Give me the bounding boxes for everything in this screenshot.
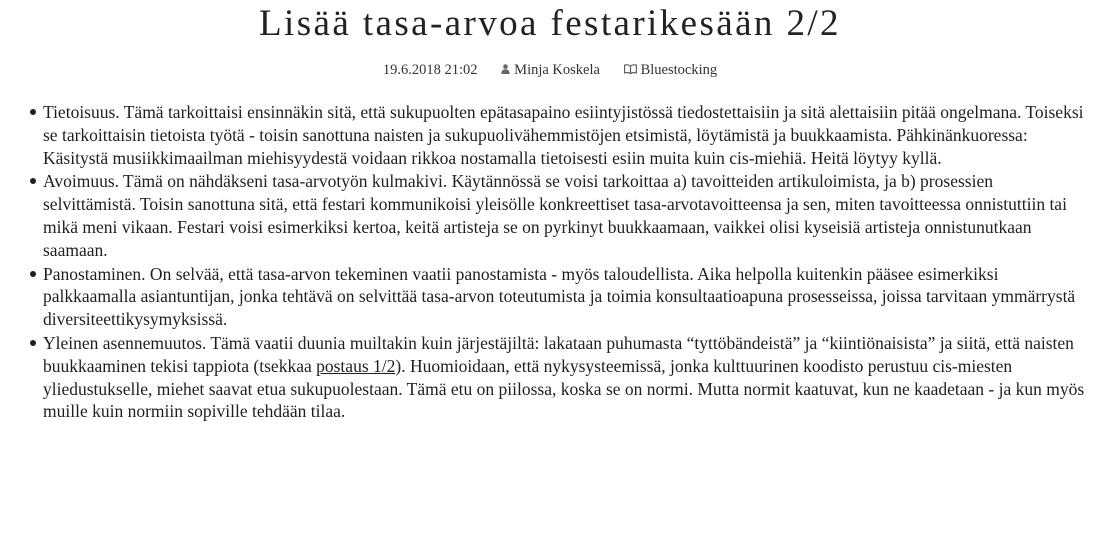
bullet-icon: [30, 178, 36, 184]
person-icon: [501, 60, 510, 80]
publish-date: 19.6.2018 21:02: [382, 62, 478, 78]
author-name[interactable]: Minja Koskela: [514, 62, 600, 78]
list-item: [30, 101, 1090, 169]
bullet-text: Panostaminen. On selvää, että tasa-arvon tekeminen vaatii panostamista - myös taloudellista. Aika helpolla kuitenkin pääsee esimerkiksi palkkaamalla asiantuntijan, jonka tehtävä on selvittää tasa-arvon toteutumista ja toimia konsultaatioapuna prosesseissa, joissa tarvitaan ymmärrystä diversiteettikysymyksissä.: [43, 263, 1076, 330]
bullet-text: Tietoisuus. Tämä tarkoittaisi ensinnäkin sitä, että sukupuolten epätasapaino esiintyjistössä tiedostettaisiin ja sitä alettaisiin pitää ongelmana. Toiseksi se tarkoittaisin tietoista työtä - toisin sanottuna naisten ja sukupuolivähemmistöjen etsimistä, löytämistä ja buukkaamista. Pähkinänkuoressa: Käsitystä musiikkimaailman miehisyydestä voidaan rikkoa nostamalla tietoisesti esiin muita kuin cis-miehiä. Heitä löytyy kyllä.: [43, 102, 1084, 168]
bullet-icon: [30, 271, 36, 277]
list-item: [30, 332, 1090, 423]
bullet-icon: [30, 340, 36, 346]
author-byline[interactable]: [501, 60, 600, 80]
bullet-list: [0, 101, 1090, 423]
article-meta: [0, 60, 1100, 80]
bullet-icon: [30, 109, 36, 115]
bullet-text-start: Yleinen asennemuutos. Tämä vaatii duunia muiltakin kuin järjestäjiltä: lakataan puhumasta “tyttöbändeistä” ja “kiintiönaisista” ja siitä, että naisten buukkaaminen tekisi tappiota (tsekkaa: [43, 332, 1074, 376]
blog-name[interactable]: Bluestocking: [640, 62, 718, 78]
bullet-text-end: ). Huomioidaan, että nykysysteemissä, jonka kulttuurinen koodisto perustuu cis-miesten yliedustukselle, miehet saavat etua sukupuolestaan. Tämä etu on piilossa, koska se on normi. Mutta normit kaatuvat, kun ne kaadetaan - ja kun myös muille kuin normiin sopiville tehdään tilaa.: [43, 355, 1085, 422]
list-item: [30, 170, 1090, 261]
blog-byline[interactable]: [624, 60, 718, 80]
bullet-text: Avoimuus. Tämä on nähdäkseni tasa-arvotyön kulmakivi. Käytännössä se voisi tarkoittaa a) tavoitteiden artikuloimista, ja b) prosessien selvittämistä. Toisin sanottuna sitä, että festari kommunikoisi yleisölle konkreettiset tasa-arvotavoitteensa ja sen, miten tavoitteessa onnistuttiin tai mikä meni vikaan. Festari voisi esimerkiksi kertoa, keitä artisteja se on pyrkinyt buukkaamaan, vaikkei olisi kyseisiä artisteja onnistunutkaan saamaan.: [43, 171, 1067, 260]
list-item: [30, 263, 1090, 331]
article-title: Lisää tasa-arvoa festarikesään 2/2: [259, 3, 841, 44]
post-link[interactable]: postaus 1/2: [316, 355, 396, 376]
book-icon: [624, 60, 637, 80]
